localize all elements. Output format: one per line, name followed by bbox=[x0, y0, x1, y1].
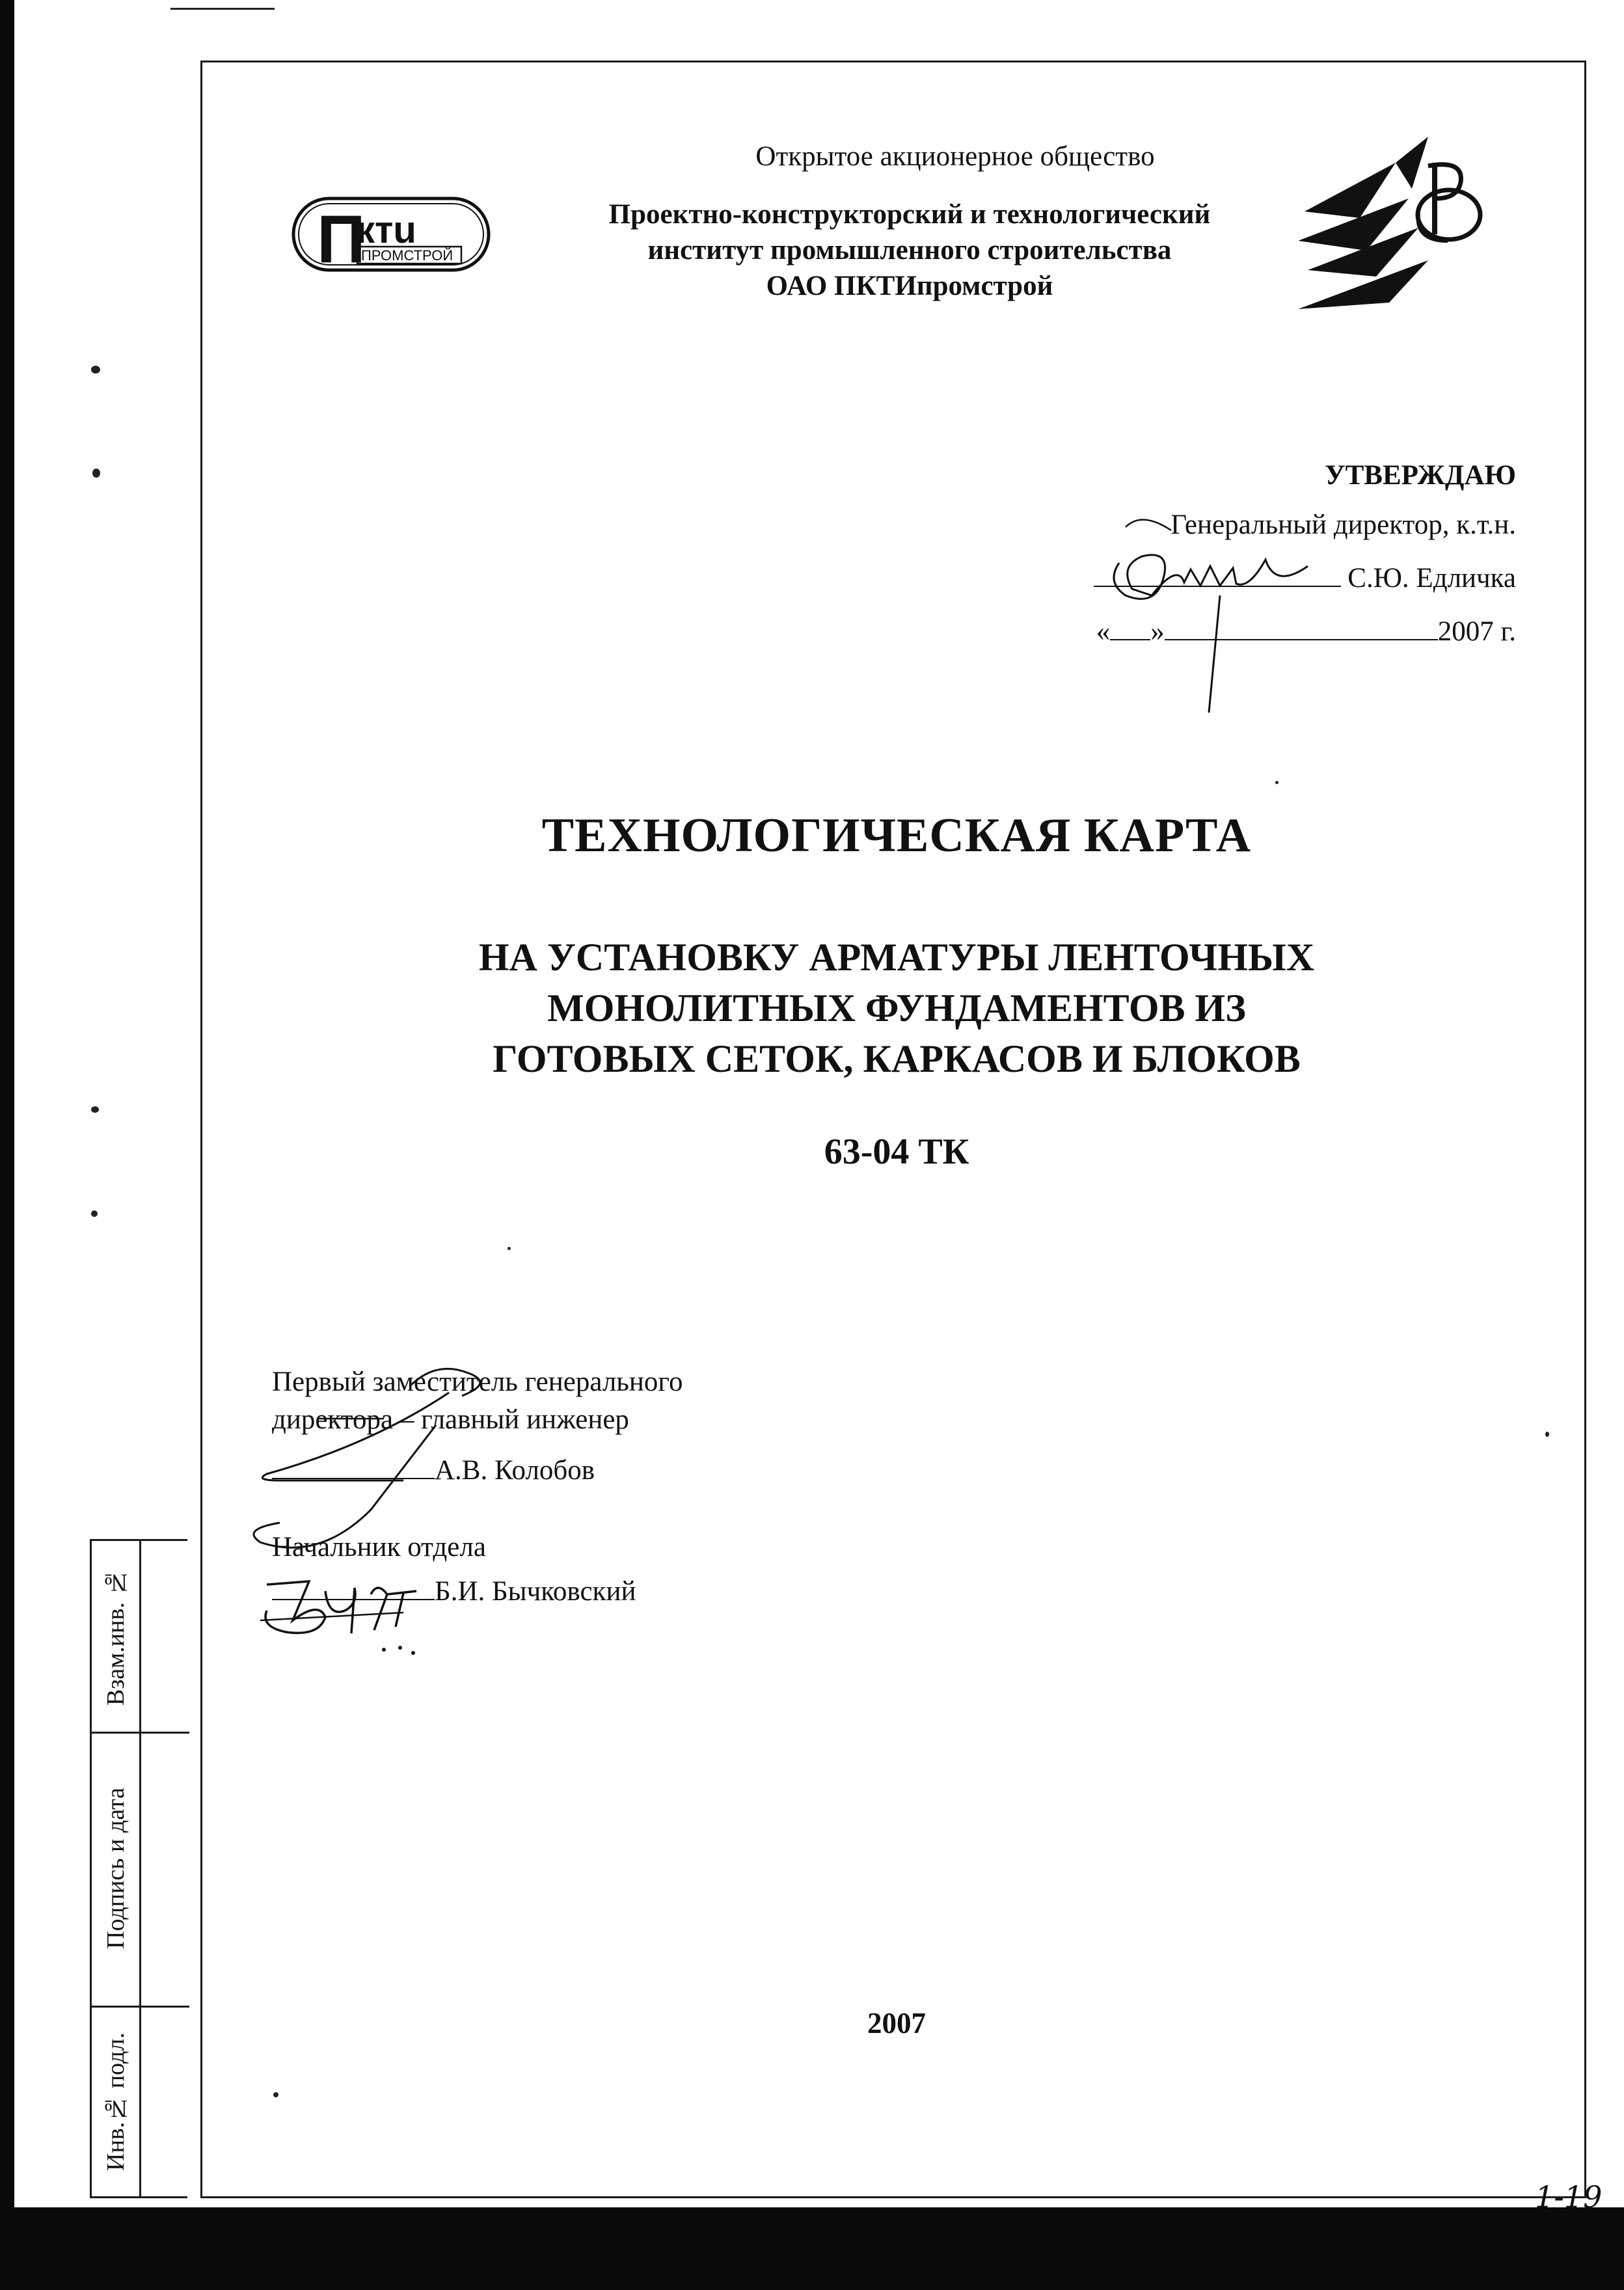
org-name-line-2: институт промышленного строительства bbox=[647, 235, 1172, 266]
page-number-text: 1-19 bbox=[1535, 2179, 1603, 2215]
approval-position: Генеральный директор, к.т.н. bbox=[1171, 510, 1516, 540]
date-year: 2007 г. bbox=[1437, 616, 1516, 647]
star-arrows-logo bbox=[1298, 137, 1487, 312]
document-code: 63-04 ТК bbox=[824, 1132, 969, 1172]
date-open-quote: « bbox=[1096, 616, 1111, 647]
signature-blank bbox=[1094, 586, 1341, 587]
org-name-line-1: Проектно-конструкторский и технологический bbox=[608, 199, 1211, 230]
stamp-label-replacement-inv: Взам.инв. № bbox=[102, 1568, 129, 1706]
stamp-label-signature-date: Подпись и дата bbox=[102, 1787, 129, 1950]
first-signer-name: А.В. Колобов bbox=[435, 1455, 595, 1486]
first-signer-position-line2: директора – главный инженер bbox=[272, 1404, 629, 1435]
scan-speck bbox=[1545, 1432, 1549, 1437]
scan-top-mark bbox=[170, 8, 275, 10]
scan-left-border bbox=[0, 0, 14, 2290]
document-year: 2007 bbox=[867, 2007, 926, 2039]
scan-speck bbox=[508, 1247, 511, 1250]
approval-block bbox=[1094, 459, 1516, 669]
org-name-line-3: ОАО ПКТИпромстрой bbox=[766, 271, 1053, 301]
logo-text-sub: ПРОМСТРОЙ bbox=[361, 247, 453, 264]
scan-bottom-border bbox=[0, 2207, 1624, 2290]
scan-speck bbox=[91, 366, 100, 374]
page-frame bbox=[200, 61, 1586, 2198]
logo-text-main: ктu bbox=[356, 209, 416, 251]
first-signer-line bbox=[272, 1452, 683, 1490]
subtitle-line-3: ГОТОВЫХ СЕТОК, КАРКАСОВ И БЛОКОВ bbox=[493, 1037, 1301, 1080]
second-signer-line bbox=[272, 1573, 683, 1611]
first-signer-position-line1: Первый заместитель генерального bbox=[272, 1367, 683, 1397]
document-title: ТЕХНОЛОГИЧЕСКАЯ КАРТА bbox=[541, 809, 1252, 862]
stamp-label-original-inv: Инв.№ подл. bbox=[102, 2032, 129, 2172]
month-blank bbox=[1165, 639, 1438, 640]
handwritten-page-number bbox=[1532, 2174, 1604, 2219]
scan-speck bbox=[91, 1106, 99, 1113]
approval-name: С.Ю. Едличка bbox=[1347, 563, 1516, 593]
stamp-column bbox=[90, 1539, 187, 2198]
document-subtitle bbox=[85, 932, 1624, 1084]
approval-date-line bbox=[1094, 616, 1516, 669]
day-blank bbox=[1110, 639, 1150, 640]
subtitle-line-2: МОНОЛИТНЫХ ФУНДАМЕНТОВ ИЗ bbox=[547, 987, 1246, 1029]
second-signer-name: Б.И. Бычковский bbox=[435, 1576, 636, 1607]
org-type: Открытое акционерное общество bbox=[755, 141, 1155, 172]
date-close-quote: » bbox=[1150, 616, 1165, 647]
approval-title: УТВЕРЖДАЮ bbox=[1325, 460, 1516, 491]
signers-block bbox=[272, 1363, 683, 1611]
svg-text:П: П bbox=[317, 202, 366, 277]
pkti-promstroy-logo bbox=[290, 185, 493, 280]
second-signer-position: Начальник отдела bbox=[272, 1532, 486, 1562]
subtitle-line-1: НА УСТАНОВКУ АРМАТУРЫ ЛЕНТОЧНЫХ bbox=[478, 936, 1315, 979]
scan-speck bbox=[92, 469, 100, 478]
approval-signature-line bbox=[1094, 562, 1516, 616]
scan-speck bbox=[91, 1210, 98, 1217]
scan-speck bbox=[1275, 781, 1279, 784]
scan-speck bbox=[273, 2092, 278, 2097]
